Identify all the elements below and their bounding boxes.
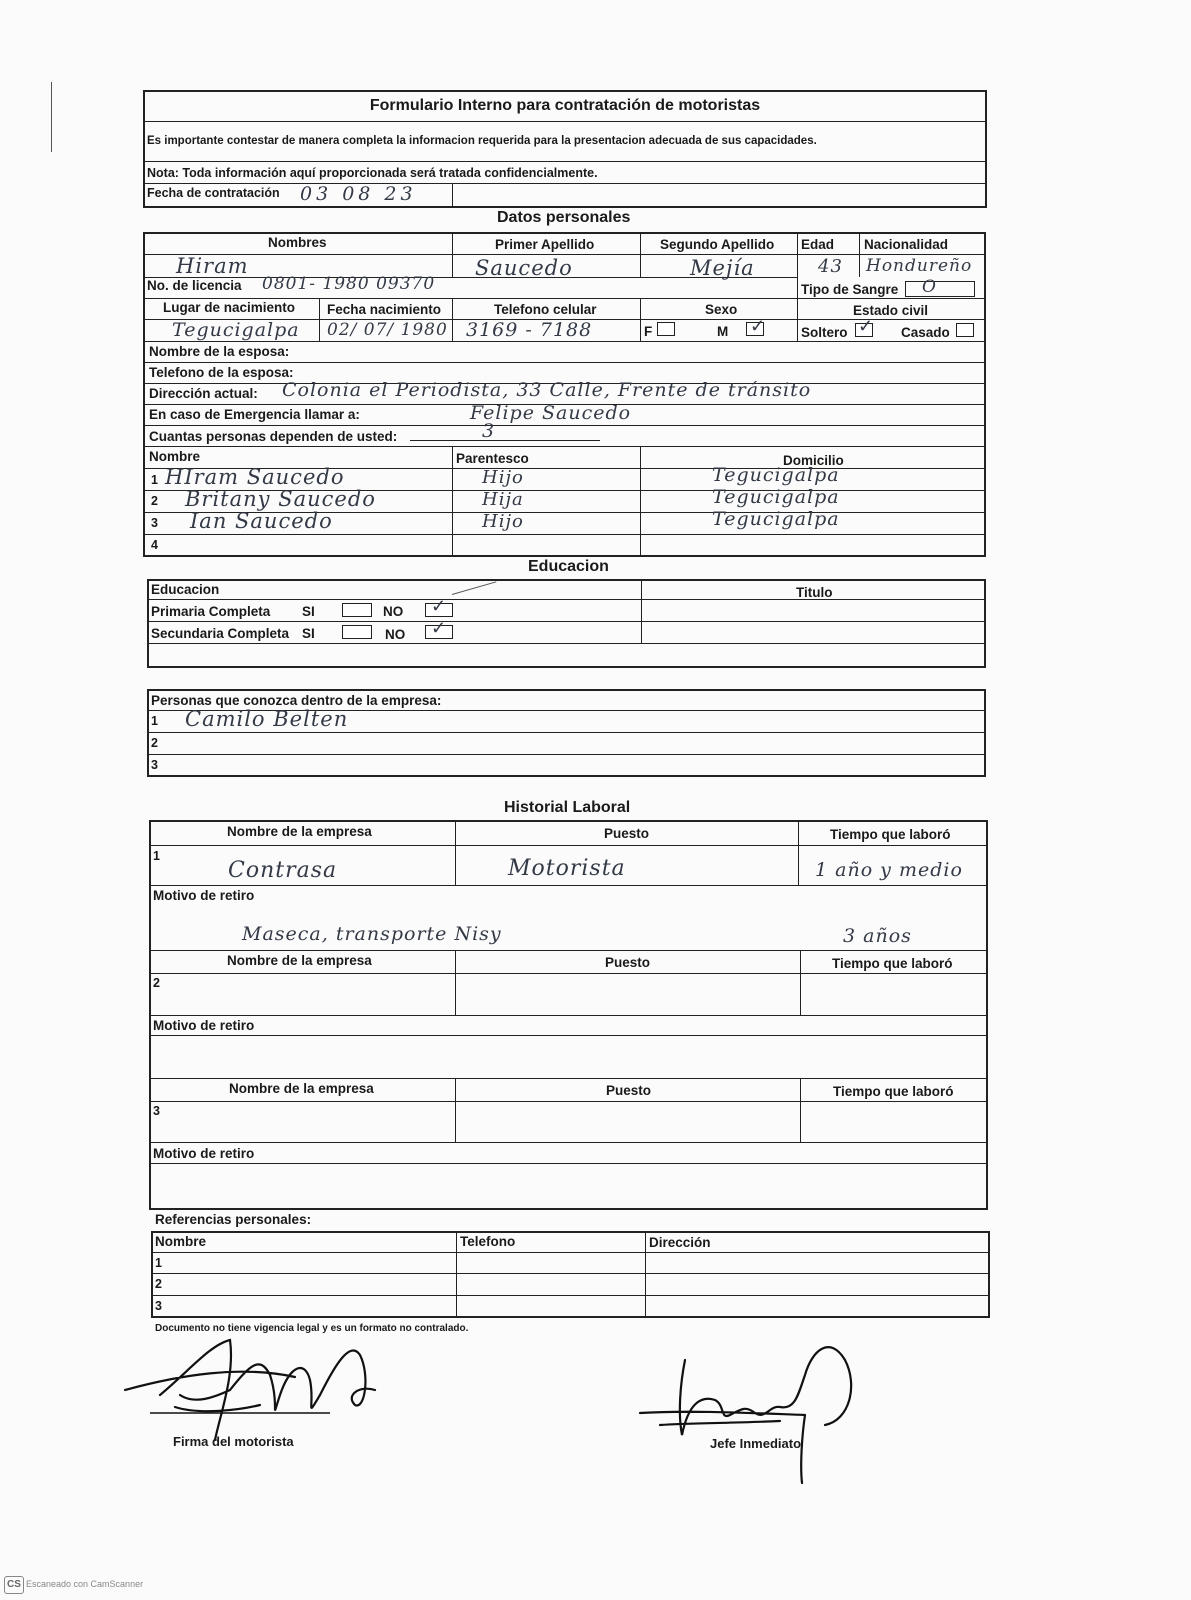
education-header: Educacion <box>151 582 220 597</box>
known-row-num: 2 <box>151 736 158 750</box>
primaria-no-mark: ✓ <box>431 596 448 617</box>
ref-col-direccion: Dirección <box>649 1235 711 1250</box>
address-label: Dirección actual: <box>149 386 258 401</box>
job1-col-empresa: Nombre de la empresa <box>227 824 372 839</box>
sex-f-label: F <box>644 324 653 339</box>
primaria-label: Primaria Completa <box>151 604 271 619</box>
dep-header-parentesco: Parentesco <box>456 451 529 466</box>
job1-motivo: Maseca, transporte Nisy <box>242 923 502 945</box>
license-label: No. de licencia <box>147 278 242 293</box>
value-nacionalidad: Hondureño <box>866 256 973 276</box>
header-telefono-celular: Telefono celular <box>494 302 597 317</box>
known-person-name: Camilo Belten <box>185 707 349 731</box>
address-value: Colonia el Periodista, 33 Calle, Frente de tránsito <box>282 379 812 401</box>
job3-col-puesto: Puesto <box>606 1083 652 1098</box>
secundaria-no-label: NO <box>385 627 406 642</box>
value-fecha-nacimiento: 02/ 07/ 1980 <box>327 320 448 340</box>
license-value: 0801- 1980 09370 <box>262 274 436 294</box>
job3-num: 3 <box>153 1104 160 1118</box>
dep-parentesco: Hijo <box>482 511 524 532</box>
sex-m-label: M <box>717 324 729 339</box>
known-row-num: 3 <box>151 758 158 772</box>
dep-nombre: HIram Saucedo <box>165 465 345 489</box>
job1-col-tiempo: Tiempo que laboró <box>830 827 951 842</box>
driver-signature-label: Firma del motorista <box>173 1434 294 1449</box>
header-fecha-nacimiento: Fecha nacimiento <box>327 302 442 317</box>
disclaimer: Documento no tiene vigencia legal y es un formato no contralado. <box>155 1323 469 1334</box>
dependents-underline <box>410 440 600 441</box>
header-estado-civil: Estado civil <box>853 303 929 318</box>
casado-checkbox[interactable] <box>956 323 974 337</box>
ref-col-nombre: Nombre <box>155 1234 207 1249</box>
dep-nombre: Britany Saucedo <box>185 487 376 511</box>
primaria-si-label: SI <box>302 604 315 619</box>
secundaria-si-checkbox[interactable] <box>342 625 372 639</box>
dep-nombre: Ian Saucedo <box>190 509 333 533</box>
blood-type-label: Tipo de Sangre <box>801 282 899 297</box>
value-primer-apellido: Saucedo <box>475 256 573 280</box>
blood-type-box <box>905 277 975 297</box>
hire-date-label: Fecha de contratación <box>147 186 280 200</box>
job2-col-empresa: Nombre de la empresa <box>227 953 372 968</box>
header-lugar-nacimiento: Lugar de nacimiento <box>163 300 296 315</box>
job2-col-tiempo: Tiempo que laboró <box>832 956 953 971</box>
job3-col-tiempo: Tiempo que laboró <box>833 1084 954 1099</box>
form-intro: Es importante contestar de manera completa la informacion requerida para la presentacion adecuada de sus capacidades. <box>147 135 817 147</box>
job2-num: 2 <box>153 976 160 990</box>
header-edad: Edad <box>801 237 835 252</box>
soltero-label: Soltero <box>801 325 848 340</box>
boss-signature <box>630 1325 880 1495</box>
sex-m-check-mark: ✓ <box>750 316 767 337</box>
header-segundo-apellido: Segundo Apellido <box>660 237 775 252</box>
secundaria-si-label: SI <box>302 626 315 641</box>
dep-domicilio: Tegucigalpa <box>712 464 840 486</box>
job3-motivo-label: Motivo de retiro <box>153 1146 255 1161</box>
value-segundo-apellido: Mejía <box>690 256 755 280</box>
value-lugar-nacimiento: Tegucigalpa <box>172 319 300 341</box>
secundaria-no-mark: ✓ <box>431 618 448 639</box>
dep-row-num: 3 <box>151 516 158 530</box>
dependents-value: 3 <box>482 420 496 442</box>
job1-empresa: Contrasa <box>228 858 338 883</box>
dep-parentesco: Hija <box>482 489 524 510</box>
ref-col-telefono: Telefono <box>460 1234 516 1249</box>
dep-header-nombre: Nombre <box>149 449 201 464</box>
casado-label: Casado <box>901 325 950 340</box>
dep-domicilio: Tegucigalpa <box>712 486 840 508</box>
sex-f-checkbox[interactable] <box>657 322 675 336</box>
driver-signature <box>120 1335 390 1445</box>
header-nacionalidad: Nacionalidad <box>864 237 949 252</box>
primaria-si-checkbox[interactable] <box>342 603 372 617</box>
job1-tiempo: 1 año y medio <box>815 859 963 881</box>
margin-mark <box>51 82 52 152</box>
form-note: Nota: Toda información aquí proporcionada será tratada confidencialmente. <box>147 166 598 180</box>
value-telefono-celular: 3169 - 7188 <box>466 319 593 341</box>
dep-row-num: 4 <box>151 538 158 552</box>
emergency-label: En caso de Emergencia llamar a: <box>149 407 360 422</box>
camscanner-text: Escaneado con CamScanner <box>26 1579 144 1589</box>
references-box <box>151 1231 990 1318</box>
dep-header-domicilio: Domicilio <box>783 453 844 468</box>
hire-date-value: 03 08 23 <box>300 183 417 205</box>
titulo-header: Titulo <box>796 585 833 600</box>
job1-motivo-label: Motivo de retiro <box>153 888 255 903</box>
dep-domicilio: Tegucigalpa <box>712 508 840 530</box>
personal-section-title: Datos personales <box>497 209 631 226</box>
references-label: Referencias personales: <box>155 1212 312 1227</box>
boss-signature-label: Jefe Inmediato <box>710 1436 802 1451</box>
dep-parentesco: Hijo <box>482 467 524 488</box>
camscanner-logo: CS <box>4 1576 24 1594</box>
education-box <box>147 579 986 668</box>
work-history-title: Historial Laboral <box>504 799 631 816</box>
job1-col-puesto: Puesto <box>604 826 650 841</box>
job1-num: 1 <box>153 849 160 863</box>
soltero-check-mark: ✓ <box>858 316 875 337</box>
value-edad: 43 <box>818 256 843 277</box>
header-primer-apellido: Primer Apellido <box>495 237 595 252</box>
value-nombres: Hiram <box>176 254 249 278</box>
header-nombres: Nombres <box>268 235 327 250</box>
job1-puesto: Motorista <box>508 856 626 881</box>
blood-type-value: O <box>922 277 937 297</box>
spouse-label: Nombre de la esposa: <box>149 344 290 359</box>
job1-extra: 3 años <box>843 925 912 947</box>
form-title: Formulario Interno para contratación de motoristas <box>369 97 761 114</box>
known-people-label: Personas que conozca dentro de la empresa: <box>151 693 442 708</box>
ref-row-num: 3 <box>155 1299 162 1313</box>
ref-row-num: 1 <box>155 1256 162 1270</box>
known-row-num: 1 <box>151 714 158 728</box>
dependents-label: Cuantas personas dependen de usted: <box>149 429 398 444</box>
job2-motivo-label: Motivo de retiro <box>153 1018 255 1033</box>
header-sexo: Sexo <box>705 302 738 317</box>
primaria-no-label: NO <box>383 604 404 619</box>
secundaria-label: Secundaria Completa <box>151 626 290 641</box>
dep-row-num: 1 <box>151 473 158 487</box>
spouse-phone-label: Telefono de la esposa: <box>149 365 294 380</box>
job3-col-empresa: Nombre de la empresa <box>229 1081 374 1096</box>
education-section-title: Educacion <box>528 558 609 575</box>
job2-col-puesto: Puesto <box>605 955 651 970</box>
dep-row-num: 2 <box>151 494 158 508</box>
emergency-value: Felipe Saucedo <box>470 402 632 424</box>
ref-row-num: 2 <box>155 1277 162 1291</box>
